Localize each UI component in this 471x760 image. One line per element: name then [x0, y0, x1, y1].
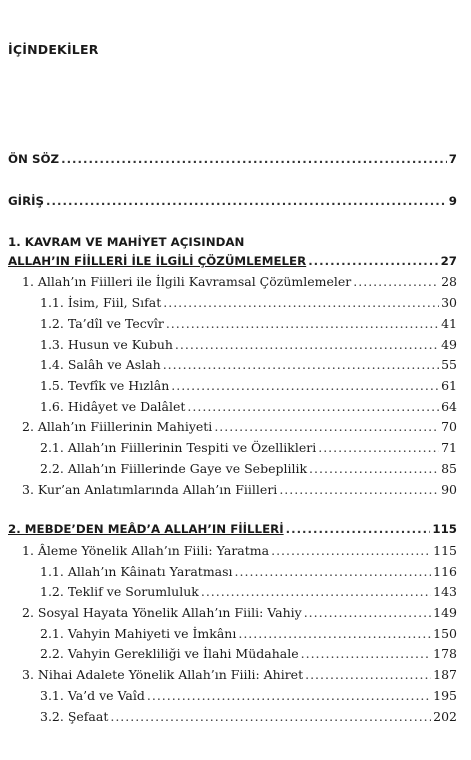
- toc-entry-page: 115: [433, 543, 457, 558]
- toc-entry-title: 1.3. Husun ve Kubuh: [40, 337, 173, 352]
- leader-dots: [238, 626, 431, 641]
- toc-entry-title: 2. Sosyal Hayata Yönelik Allah’ın Fiili: Vahiy: [22, 605, 302, 620]
- toc-entry-subsection: [40, 688, 457, 703]
- toc-entry-title: 1.1. İsim, Fiil, Sıfat: [40, 295, 162, 310]
- toc-entry-subsection: [40, 337, 457, 352]
- toc-entry-section: [22, 543, 457, 558]
- toc-entry-chapter2: [8, 522, 457, 536]
- toc-entry-section: [22, 419, 457, 434]
- toc-entry-subsection: [40, 564, 457, 579]
- toc-heading: İÇİNDEKİLER: [8, 42, 99, 57]
- toc-entry-section: [22, 605, 457, 620]
- leader-dots: [304, 605, 431, 620]
- toc-entry-section: [22, 274, 457, 289]
- toc-entry-onsoz: [8, 152, 457, 166]
- toc-entry-page: 150: [433, 626, 457, 641]
- toc-entry-title: 1. Âleme Yönelik Allah’ın Fiili: Yaratma: [22, 543, 270, 558]
- toc-entry-title: 1.1. Allah’ın Kâinatı Yaratması: [40, 564, 233, 579]
- toc-entry-title: 2. Allah’ın Fiillerinin Mahiyeti: [22, 419, 213, 434]
- toc-entry-page: 178: [433, 646, 457, 661]
- toc-entry-page: 187: [433, 667, 457, 682]
- toc-entry-subsection: [40, 646, 457, 661]
- toc-entry-subsection: [40, 295, 457, 310]
- toc-entry-section: [22, 482, 457, 497]
- leader-dots: [271, 543, 431, 558]
- toc-entry-title: 1.2. Teklif ve Sorumluluk: [40, 584, 199, 599]
- leader-dots: [163, 295, 439, 310]
- toc-entry-subsection: [40, 378, 457, 393]
- leader-dots: [187, 399, 439, 414]
- toc-entry-title: GİRİŞ: [8, 194, 45, 208]
- leader-dots: [166, 316, 439, 331]
- toc-entry-page: 90: [441, 482, 457, 497]
- leader-dots: [175, 337, 439, 352]
- toc-entry-subsection: [40, 357, 457, 372]
- leader-dots: [305, 667, 431, 682]
- leader-dots: [309, 461, 439, 476]
- toc-entry-page: 202: [433, 709, 457, 724]
- leader-dots: [286, 522, 431, 536]
- toc-entry-page: 30: [441, 295, 457, 310]
- leader-dots: [318, 440, 439, 455]
- toc-entry-subsection: [40, 399, 457, 414]
- toc-entry-page: 143: [433, 584, 457, 599]
- toc-entry-chapter1: [8, 254, 457, 268]
- toc-entry-page: 49: [441, 337, 457, 352]
- toc-entry-page: 70: [441, 419, 457, 434]
- toc-entry-title: ALLAH’IN FİİLLERİ İLE İLGİLİ ÇÖZÜMLEMELER: [8, 254, 307, 268]
- toc-entry-title: 1.4. Salâh ve Aslah: [40, 357, 161, 372]
- toc-entry-page: 85: [441, 461, 457, 476]
- toc-entry-title: 2. MEBDE’DEN MEÂD’A ALLAH’IN FİİLLERİ: [8, 522, 284, 536]
- toc-entry-page: 195: [433, 688, 457, 703]
- toc-entry-title: 2.2. Vahyin Gerekliliği ve İlahi Müdahale: [40, 646, 299, 661]
- toc-entry-page: 64: [441, 399, 457, 414]
- toc-entry-page: 115: [432, 522, 457, 536]
- toc-entry-page: 9: [448, 194, 457, 208]
- toc-entry-subsection: [40, 709, 457, 724]
- leader-dots: [308, 254, 438, 268]
- leader-dots: [214, 419, 439, 434]
- toc-entry-title: 3. Nihai Adalete Yönelik Allah’ın Fiili: Ahiret: [22, 667, 304, 682]
- toc-entry-title: 2.2. Allah’ın Fiillerinde Gaye ve Sebeplilik: [40, 461, 308, 476]
- toc-entry-title: 3. Kur’an Anlatımlarında Allah’ın Fiilleri: [22, 482, 278, 497]
- toc-entry-title: 1.2. Ta’dîl ve Tecvîr: [40, 316, 164, 331]
- toc-entry-title: ÖN SÖZ: [8, 152, 60, 166]
- toc-entry-page: 7: [448, 152, 457, 166]
- leader-dots: [147, 688, 431, 703]
- leader-dots: [235, 564, 432, 579]
- toc-entry-title: 3.2. Şefaat: [40, 709, 109, 724]
- toc-entry-title: 1.5. Tevfîk ve Hızlân: [40, 378, 170, 393]
- toc-entry-title: 1. Allah’ın Fiilleri ile İlgili Kavramsal Çözümlemeler: [22, 274, 352, 289]
- leader-dots: [301, 646, 432, 661]
- leader-dots: [61, 152, 447, 166]
- toc-entry-title: 3.1. Va’d ve Vaîd: [40, 688, 145, 703]
- toc-entry-page: 55: [441, 357, 457, 372]
- toc-entry-giris: [8, 194, 457, 208]
- toc-entry-subsection: [40, 626, 457, 641]
- leader-dots: [353, 274, 439, 289]
- toc-entry-title: 2.1. Allah’ın Fiillerinin Tespiti ve Özellikleri: [40, 440, 317, 455]
- toc-entry-title: 1.6. Hidâyet ve Dalâlet: [40, 399, 186, 414]
- leader-dots: [171, 378, 439, 393]
- toc-entry-page: 27: [440, 254, 457, 268]
- leader-dots: [201, 584, 431, 599]
- toc-entry-page: 41: [441, 316, 457, 331]
- toc-entry-page: 28: [441, 274, 457, 289]
- leader-dots: [163, 357, 439, 372]
- toc-entry-title: 2.1. Vahyin Mahiyeti ve İmkânı: [40, 626, 237, 641]
- toc-entry-section: [22, 667, 457, 682]
- toc-entry-subsection: [40, 316, 457, 331]
- toc-entry-page: 149: [433, 605, 457, 620]
- toc-entry-subsection: [40, 440, 457, 455]
- toc-entry-page: 61: [441, 378, 457, 393]
- toc-entry-subsection: [40, 461, 457, 476]
- chapter1-title-line1: 1. KAVRAM VE MAHİYET AÇISINDAN: [8, 235, 245, 249]
- leader-dots: [279, 482, 439, 497]
- leader-dots: [46, 194, 447, 208]
- toc-entry-page: 71: [441, 440, 457, 455]
- toc-entry-page: 116: [433, 564, 457, 579]
- leader-dots: [110, 709, 431, 724]
- toc-entry-subsection: [40, 584, 457, 599]
